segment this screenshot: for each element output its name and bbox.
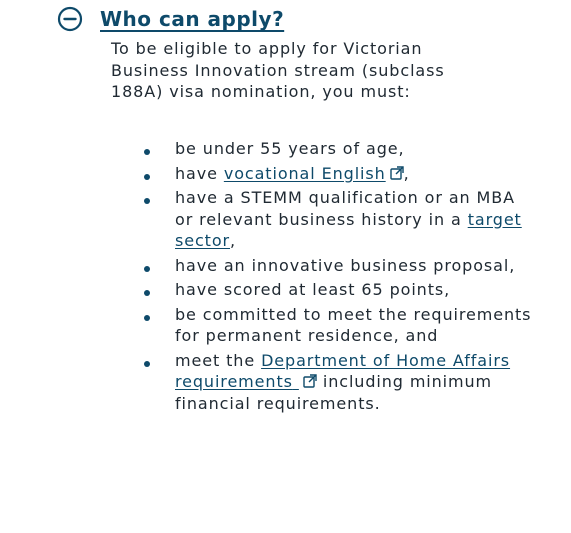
list-item: [140, 163, 535, 185]
accordion-header[interactable]: [56, 4, 284, 34]
bullet-icon: [144, 198, 150, 204]
list-item: [140, 138, 535, 160]
accordion-title[interactable]: Who can apply?: [100, 7, 285, 31]
requirement-text: have: [175, 163, 224, 183]
bullet-icon: [144, 290, 150, 296]
list-item: [140, 304, 535, 347]
bullet-icon: [144, 361, 150, 367]
bullet-icon: [144, 174, 150, 180]
requirements-list: [140, 138, 535, 417]
list-item: [140, 255, 535, 277]
external-link-icon: [303, 374, 317, 388]
list-item: [140, 279, 535, 301]
minus-circle-icon[interactable]: [56, 5, 84, 33]
requirement-text: have an innovative business proposal,: [175, 255, 516, 275]
requirement-text: meet the: [175, 350, 262, 370]
requirement-text: have scored at least 65 points,: [175, 280, 451, 299]
requirement-text-after: ,: [403, 163, 410, 183]
external-link-icon: [390, 166, 404, 180]
bullet-icon: [144, 266, 150, 272]
link-label: Department of Home Affairs requirements: [175, 350, 511, 391]
intro-text: To be eligible to apply for Victorian Business Innovation stream (subclass 188A) visa nomination, you must:: [111, 39, 445, 101]
vocational-english-link[interactable]: [224, 164, 404, 183]
requirement-text-after: including minimum financial requirements.: [175, 372, 493, 413]
list-item: [140, 350, 535, 415]
link-label: vocational English: [223, 163, 386, 183]
bullet-icon: [144, 149, 150, 155]
list-item: [140, 187, 535, 252]
requirement-text-after: ,: [230, 231, 237, 250]
requirement-text: be committed to meet the requirements for permanent residence, and: [175, 304, 532, 345]
requirement-text: be under 55 years of age,: [175, 139, 405, 158]
bullet-icon: [144, 315, 150, 321]
target-sector-link[interactable]: target sector: [175, 209, 522, 250]
requirement-text: have a STEMM qualification or an MBA or relevant business history in a: [175, 188, 515, 229]
